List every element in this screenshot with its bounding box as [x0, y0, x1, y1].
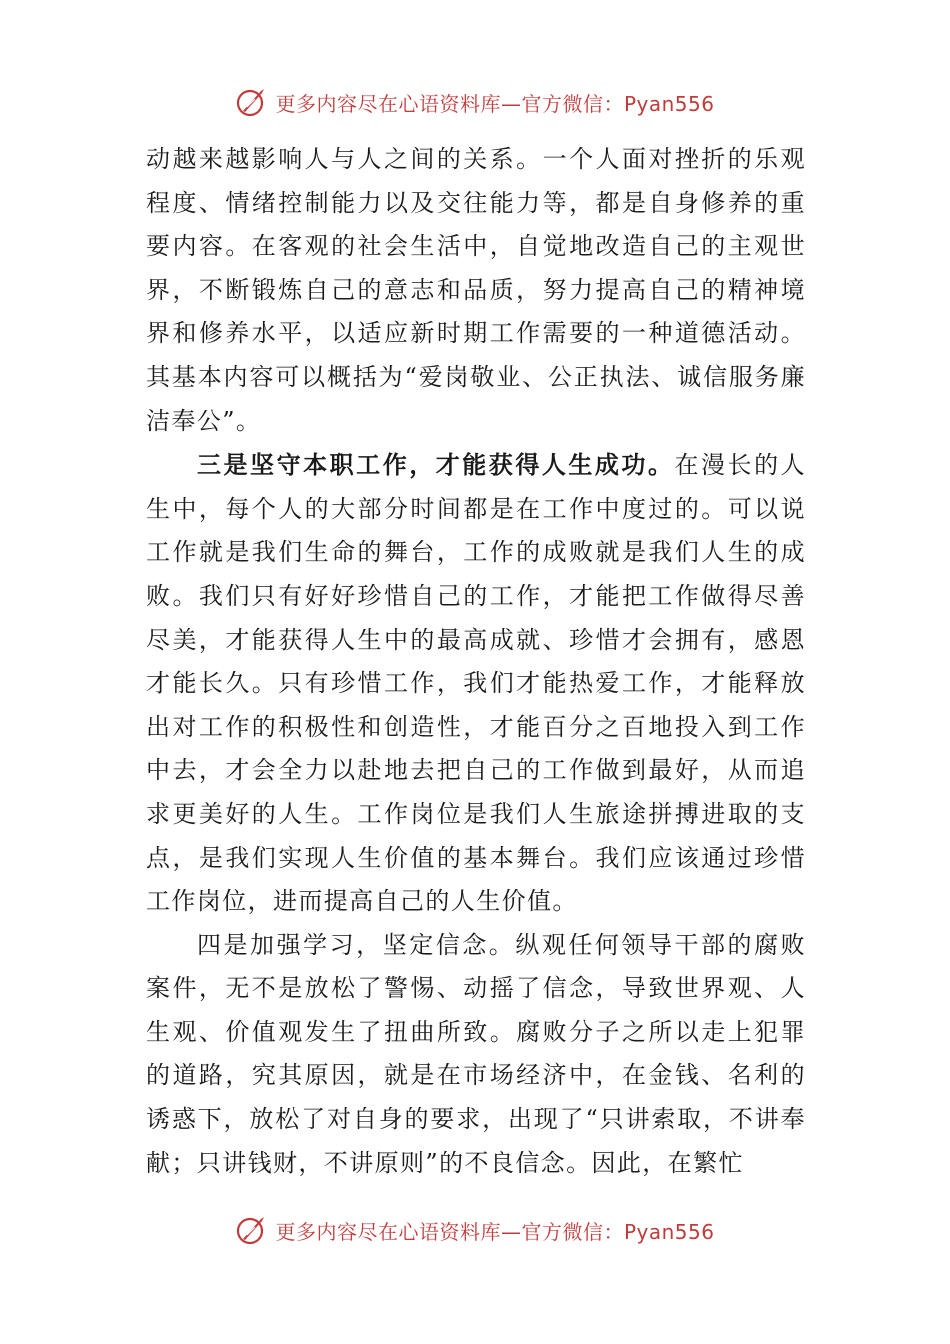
header-watermark: [0, 80, 950, 124]
paragraph-continuation: [146, 138, 806, 443]
watermark-text: 更多内容尽在心语资料库—官方微信：Pyan556: [275, 91, 715, 116]
paragraph-text: 动越来越影响人与人之间的关系。一个人面对挫折的乐观程度、情绪控制能力以及交往能力等，都是自身修养的重要内容。在客观的社会生活中，自觉地改造自己的主观世界，不断锻炼自己的意志和品质，努力提高自己的精神境界和修养水平，以适应新时期工作需要的一种道德活动。其基本内容可以概括为“爱岗敬业、公正执法、诚信服务廉洁奉公”。: [146, 145, 806, 435]
paragraph-text: 在漫长的人生中，每个人的大部分时间都是在工作中度过的。可以说工作就是我们生命的舞台，工作的成败就是我们人生的成败。我们只有好好珍惜自己的工作，才能把工作做得尽善尽美，才能获得人生中的最高成就、珍惜才会拥有，感恩才能长久。只有珍惜工作，我们才能热爱工作，才能释放出对工作的积极性和创造性，才能百分之百地投入到工作中去，才会全力以赴地去把自己的工作做到最好，从而追求更美好的人生。工作岗位是我们人生旅途拼搏进取的支点，是我们实现人生价值的基本舞台。我们应该通过珍惜工作岗位，进而提高自己的人生价值。: [146, 451, 807, 916]
document-body: [146, 138, 806, 1185]
quill-circle-icon: [235, 85, 269, 119]
paragraph-point-three: [146, 443, 806, 924]
paragraph-heading: 三是坚守本职工作，才能获得人生成功。: [197, 450, 675, 480]
quill-circle-icon: [235, 1213, 269, 1247]
paragraph-text: 四是加强学习，坚定信念。纵观任何领导干部的腐败案件，无不是放松了警惕、动摇了信念，导致世界观、人生观、价值观发生了扭曲所致。腐败分子之所以走上犯罪的道路，究其原因，就是在市场经济中，在金钱、名利的诱惑下，放松了对自身的要求，出现了“只讲索取，不讲奉献；只讲钱财，不讲原则”的不良信念。因此，在繁忙: [146, 930, 806, 1177]
paragraph-point-four: [146, 924, 806, 1186]
footer-watermark: [0, 1208, 950, 1252]
watermark-text: 更多内容尽在心语资料库—官方微信：Pyan556: [275, 1219, 715, 1244]
